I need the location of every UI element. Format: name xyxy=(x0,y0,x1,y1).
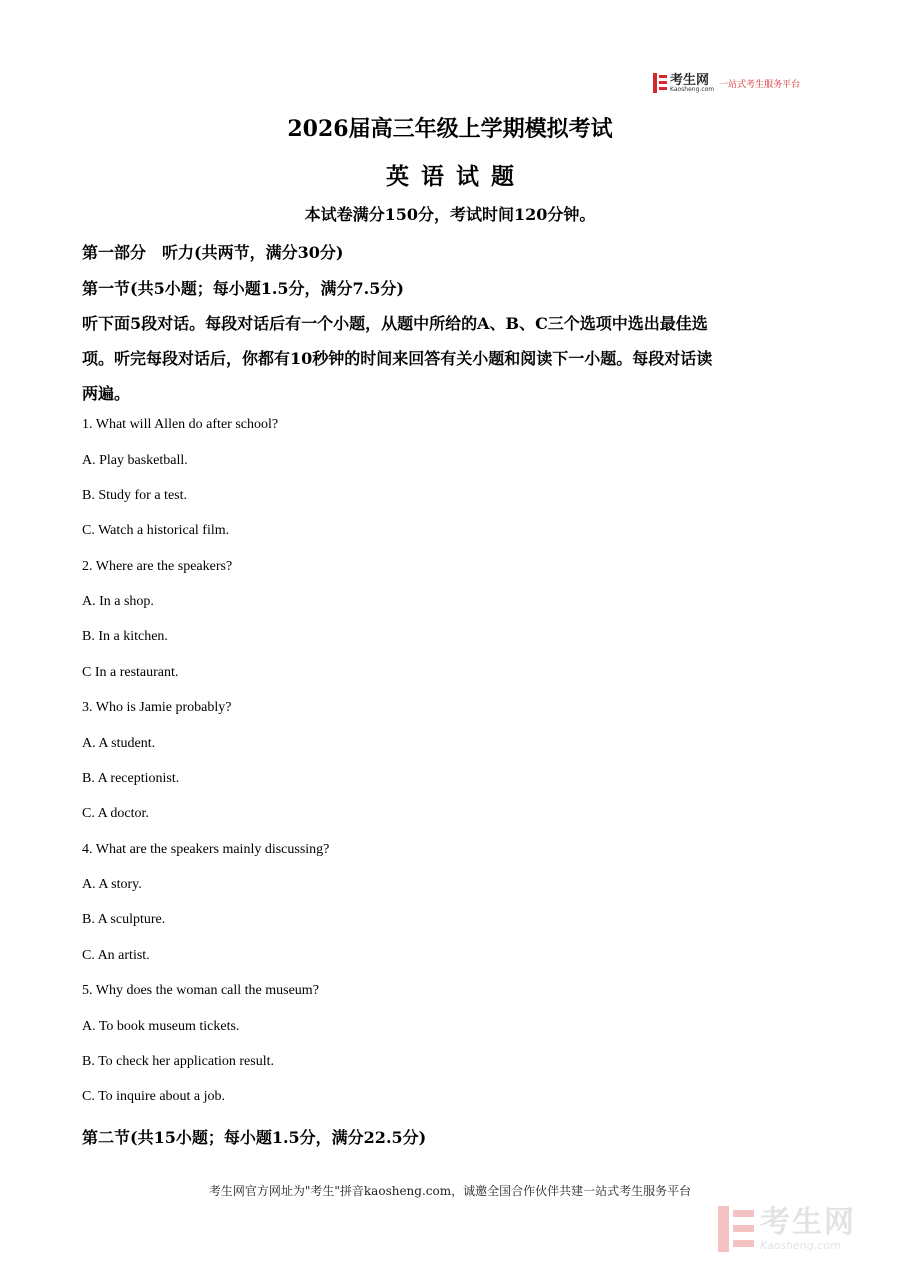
logo-domain: Kaosheng.com xyxy=(670,85,715,93)
question-2: 2. Where are the speakers? xyxy=(82,559,233,574)
option: A. Play basketball. xyxy=(82,453,188,468)
option: B. A sculpture. xyxy=(82,912,166,927)
logo-name: 考生网 xyxy=(670,72,710,88)
option: C. An artist. xyxy=(82,948,150,963)
site-logo xyxy=(653,72,800,94)
option: B. Study for a test. xyxy=(82,488,187,503)
directions-line: 项。听完每段对话后，你都有10秒钟的时间来回答有关小题和阅读下一小题。每段对话读 xyxy=(82,349,713,368)
logo-slogan: 一站式考生服务平台 xyxy=(719,79,801,90)
option: A. A student. xyxy=(82,736,156,751)
directions-line: 两遍。 xyxy=(82,384,131,403)
page-footer: 考生网官方网址为"考生"拼音kaosheng.com，诚邀全国合作伙伴共建一站式考生服务平台 xyxy=(208,1184,692,1198)
watermark-name: 考生网 xyxy=(760,1204,856,1240)
exam-title: 2026届高三年级上学期模拟考试 xyxy=(287,116,613,142)
section2-heading: 第二节(共15小题；每小题1.5分，满分22.5分) xyxy=(82,1128,427,1147)
section1-heading: 第一节(共5小题；每小题1.5分，满分7.5分) xyxy=(82,279,404,298)
part1-heading: 第一部分 听力(共两节，满分30分) xyxy=(82,243,344,262)
option: B. To check her application result. xyxy=(82,1054,274,1069)
option: B. A receptionist. xyxy=(82,771,180,786)
question-1: 1. What will Allen do after school? xyxy=(82,417,279,432)
option: A. To book museum tickets. xyxy=(82,1019,240,1034)
option: C. To inquire about a job. xyxy=(82,1089,226,1104)
exam-info: 本试卷满分150分，考试时间120分钟。 xyxy=(304,205,596,224)
option: C. Watch a historical film. xyxy=(82,523,230,538)
directions-line: 听下面5段对话。每段对话后有一个小题，从题中所给的A、B、C三个选项中选出最佳选 xyxy=(82,314,708,333)
option: A. A story. xyxy=(82,877,142,892)
question-4: 4. What are the speakers mainly discussing? xyxy=(82,842,330,857)
option: C In a restaurant. xyxy=(82,665,179,680)
subject-title: 英语试题 xyxy=(386,163,526,190)
watermark-logo-icon xyxy=(718,1206,754,1252)
question-3: 3. Who is Jamie probably? xyxy=(82,700,232,715)
question-5: 5. Why does the woman call the museum? xyxy=(82,983,319,998)
option: B. In a kitchen. xyxy=(82,629,168,644)
logo-mark-icon xyxy=(653,73,667,93)
watermark xyxy=(718,1206,856,1252)
option: A. In a shop. xyxy=(82,594,154,609)
option: C. A doctor. xyxy=(82,806,149,821)
watermark-domain: Kaosheng.com xyxy=(760,1238,841,1252)
